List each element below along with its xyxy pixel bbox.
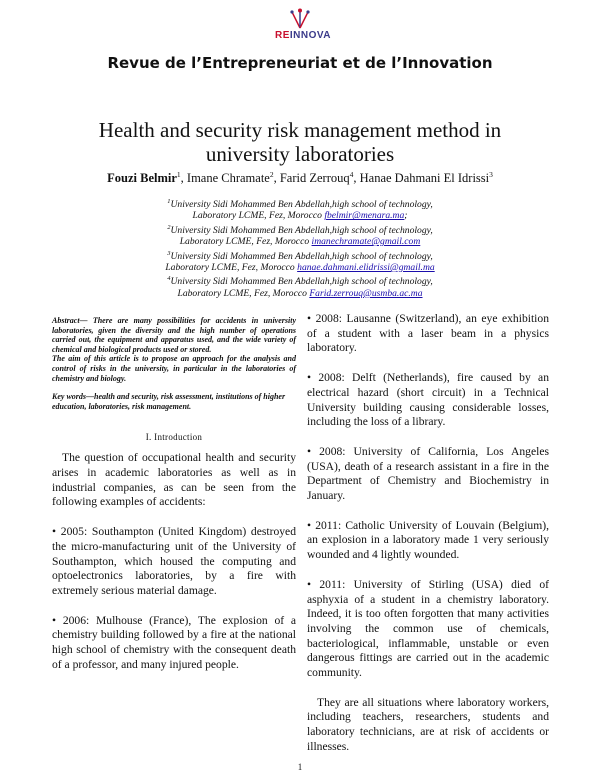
author-sup: 3 [489, 170, 493, 179]
body-paragraph: • 2011: Catholic University of Louvain (Belgium), an explosion in a laboratory made 1 very seriously wounded and 4 lightly wounded. [307, 518, 549, 562]
author-name: Farid Zerrouq [279, 171, 350, 186]
email-link[interactable]: fbelmir@menara.ma [324, 210, 405, 222]
author-name: Fouzi Belmir [107, 171, 177, 186]
body-paragraph: They are all situations where laboratory workers, including teachers, researchers, students and laboratory technicians, are at risk of accidents or illnesses. [307, 695, 549, 753]
affil-punct: ; [404, 210, 408, 222]
journal-name: Revue de l’Entrepreneuriat et de l’Innovation [107, 54, 493, 72]
paper-title [60, 118, 540, 166]
email-link[interactable]: imanechramate@gmail.com [311, 236, 421, 248]
logo-wordmark: REINNOVA [274, 30, 332, 41]
author-list: Fouzi Belmir$^1$, Imane Chramate$^2$, Farid Zerrouq$^4$, Hanae Dahmani El Idrissi$^3$ [107, 170, 493, 186]
affil-line: University Sidi Mohammed Ben Abdellah,high school of technology, [170, 276, 433, 288]
author-sup: 4 [349, 170, 354, 179]
right-column [307, 312, 549, 770]
abstract [52, 316, 296, 383]
affil-line: University Sidi Mohammed Ben Abdellah,high school of technology, [170, 199, 433, 211]
journal-logo [268, 8, 338, 50]
body-paragraph: • 2005: Southampton (United Kingdom) destroyed the micro-manufacturing unit of the University of Southampton, which housed the computing and optoelectronics laboratories, by a fire with extremely serious material damage. [52, 525, 296, 597]
affiliation [120, 248, 480, 274]
body-paragraph: • 2008: Lausanne (Switzerland), an eye exhibition of a student with a laser beam in a physics laboratory. [307, 312, 549, 355]
affiliation [120, 273, 480, 299]
affiliations [120, 196, 480, 299]
section-heading: I. Introduction [145, 432, 203, 443]
title-line-1: Health and security risk management method in [98, 118, 502, 142]
affil-sup: 4 [167, 275, 171, 283]
affil-line: University Sidi Mohammed Ben Abdellah,high school of technology, [170, 224, 433, 236]
affil-line: Laboratory LCME, Fez, Morocco [165, 262, 298, 274]
author-name: Hanae Dahmani El Idrissi [359, 171, 490, 186]
title-line-2: university laboratories [205, 142, 395, 166]
body-paragraph: • 2006: Mulhouse (France), The explosion of a chemistry building followed by a fire at the national high school of chemistry with the consequent death of a professor, and many injured people. [52, 613, 296, 671]
affil-line: University Sidi Mohammed Ben Abdellah,high school of technology, [170, 250, 433, 262]
body-paragraph: • 2008: University of California, Los Angeles (USA), death of a research assistant in a fire in the Department of Chemistry and Biochemistry in January. [307, 444, 549, 503]
author-name: Imane Chramate [186, 171, 270, 186]
page-number: 1 [297, 762, 303, 772]
affil-line: Laboratory LCME, Fez, Morocco [179, 236, 312, 248]
affil-line: Laboratory LCME, Fez, Morocco [192, 210, 325, 222]
author-sup: 2 [269, 170, 274, 179]
body-paragraph: • 2011: University of Stirling (USA) died of asphyxia of a student in a chemistry laboratory. Indeed, it is too often forgotten that many activities involving the common use of chemicals, bacteriological, inflammable, unstable or even dangerous fittings are carried out in the academic community. [307, 577, 549, 680]
email-link[interactable]: hanae.dahmani.elidrissi@gmail.ma [297, 262, 435, 274]
affil-sup: 3 [167, 249, 171, 257]
abstract-paragraph: Abstract— There are many possibilities for accidents in university laboratories, given the diversity and the high number of operations carried out, the equipment and apparatus used, and the wide variety of chemical and biological products used or stored. [52, 316, 296, 354]
abstract-paragraph: The aim of this article is to propose an approach for the analysis and control of risks in the university, in particular in the laboratories of chemistry and biology. [52, 354, 296, 383]
affil-sup: 2 [167, 223, 171, 231]
affiliation [120, 196, 480, 222]
keywords: Key words—health and security, risk assessment, institutions of higher education, laboratories, risk management. [52, 392, 286, 411]
body-paragraph: • 2008: Delft (Netherlands), fire caused by an electrical hazard (short circuit) in a Technical University building causing considerable losses, including the loss of a library. [307, 371, 549, 429]
affiliation [120, 222, 480, 248]
affil-sup: 1 [167, 198, 171, 205]
email-link[interactable]: Farid.zerrouq@usmba.ac.ma [309, 287, 423, 299]
author-sup: 1 [176, 170, 181, 179]
logo-rays-icon [280, 8, 320, 30]
body-paragraph: The question of occupational health and security arises in academic laboratories as well as in industrial companies, as can be seen from the following examples of accidents: [52, 451, 296, 509]
affil-line: Laboratory LCME, Fez, Morocco [177, 287, 310, 299]
left-column [52, 316, 296, 687]
